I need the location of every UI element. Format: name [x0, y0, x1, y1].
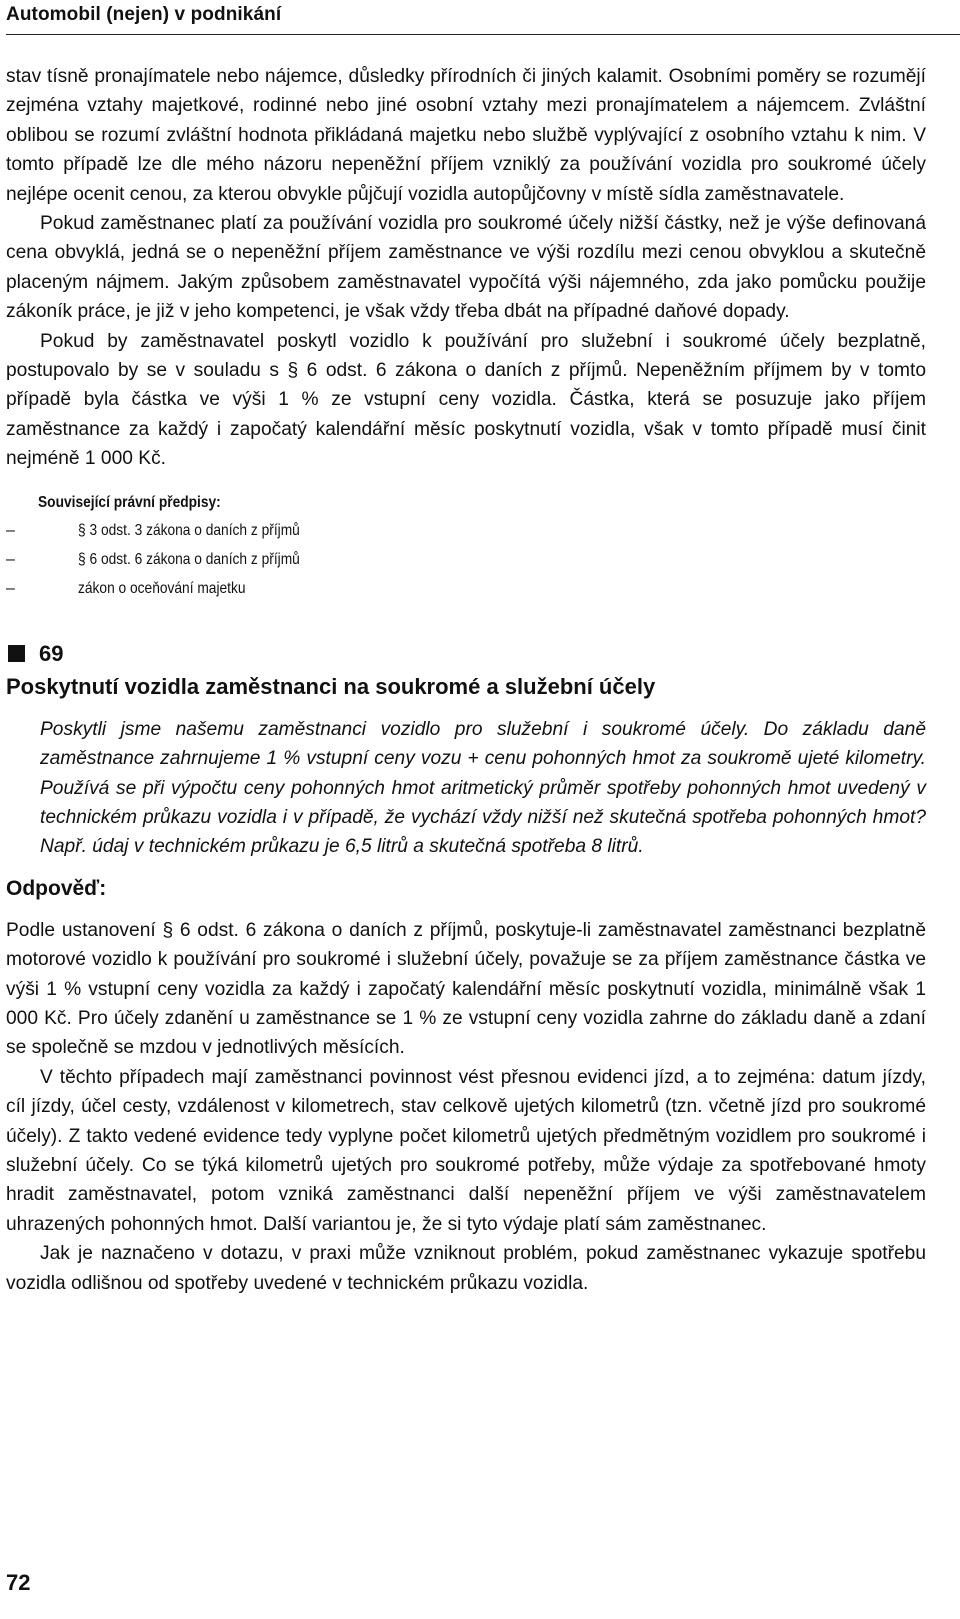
square-bullet-icon [8, 645, 25, 662]
answer-paragraph-1: Podle ustanovení § 6 odst. 6 zákona o daních z příjmů, poskytuje-li zaměstnavatel zaměstnanci bezplatně motorové vozidlo k používání pro soukromé i služební účely, považuje se za příjem zaměstnance částka ve výši 1 % vstupní ceny vozidla za každý i započatý kalendářní měsíc poskytnutí vozidla, minimálně však 1 000 Kč. Pro účely zdanění u zaměstnance se 1 % ze vstupní ceny vozidla zahrne do základu daně a zdaní se společně se mzdou v jednotlivých měsících. [6, 919, 926, 1059]
answer-paragraph-2: V těchto případech mají zaměstnanci povinnost vést přesnou evidenci jízd, a to zejména: datum jízdy, cíl jízdy, účel cesty, vzdálenost v kilometrech, stav celkově ujetých kilometrů (tzn. včetně jízd pro soukromé účely). Z takto vedené evidence tedy vyplyne počet kilometrů ujetých předmětným vozidlem pro soukromé i služební účely. Co se týká kilometrů ujetých pro soukromé potřeby, může výdaje za spotřebované hmoty hradit zaměstnavatel, potom vzniká zaměstnanci další nepeněžní příjem ve výši zaměstnavatelem uhrazených pohonných hmot. Další variantou je, že si tyto výdaje platí sám zaměstnanec. [6, 1066, 926, 1235]
related-regulation-text: zákon o oceňování majetku [78, 579, 246, 597]
related-regulation-item [6, 545, 926, 574]
answer-paragraph-3: Jak je naznačeno v dotazu, v praxi může vzniknout problém, pokud zaměstnanec vykazuje spotřebu vozidla odlišnou od spotřeby uvedené v technickém průkazu vozidla. [6, 1243, 926, 1294]
page-content [6, 62, 926, 1298]
section-number [6, 639, 926, 669]
question-text: Poskytli jsme našemu zaměstnanci vozidlo pro služební i soukromé účely. Do základu daně zaměstnance zahrnujeme 1 % vstupní ceny vozu + cenu pohonných hmot za soukromě ujeté kilometry. Používá se při výpočtu ceny pohonných hmot aritmetický průměr spotřeby pohonných hmot uvedený v technickém průkazu vozidla i v případě, že vychází vždy nižší než skutečná spotřeba pohonných hmot? Např. údaj v technickém průkazu je 6,5 litrů a skutečná spotřeba 8 litrů. [40, 718, 926, 858]
dash-bullet: – [6, 550, 15, 568]
section-number-text: 69 [39, 640, 64, 666]
answer-body [6, 916, 926, 1298]
section-title: Poskytnutí vozidla zaměstnanci na soukromé a služební účely [6, 673, 656, 699]
related-regulations [6, 490, 926, 603]
running-head-title: Automobil (nejen) v podnikání [6, 4, 282, 25]
related-regulation-item [6, 574, 926, 603]
related-regulations-title: Související právní předpisy: [38, 493, 221, 511]
page-number: 72 [6, 1570, 31, 1595]
related-regulation-item [6, 516, 926, 545]
intro-paragraph-3: Pokud by zaměstnavatel poskytl vozidlo k používání pro služební i soukromé účely bezplatně, postupovalo by se v souladu s § 6 odst. 6 zákona o daních z příjmů. Nepeněžním příjmem by v tomto případě byla částka ve výši 1 % ze vstupní ceny vozidla. Částka, která se posuzuje jako příjem zaměstnance za každý i započatý kalendářní měsíc poskytnutí vozidla, však v tomto případě musí činit nejméně 1 000 Kč. [6, 330, 926, 470]
related-regulation-text: § 6 odst. 6 zákona o daních z příjmů [78, 550, 300, 568]
related-regulation-text: § 3 odst. 3 zákona o daních z příjmů [78, 521, 300, 539]
intro-paragraph-1: stav tísně pronajímatele nebo nájemce, důsledky přírodních či jiných kalamit. Osobními poměry se rozumějí zejména vztahy majetkové, rodinné nebo jiné osobní vztahy mezi pronajímatelem a nájemcem. Zvláštní oblibou se rozumí zvláštní hodnota přikládaná majetku nebo službě vyplývající z osobního vztahu k nim. V tomto případě lze dle mého názoru nepeněžní příjem vzniklý za používání vozidla pro soukromé účely nejlépe ocenit cenou, za kterou obvykle půjčují vozidla autopůjčovny v místě sídla zaměstnavatele. [6, 66, 926, 205]
intro-paragraph-2: Pokud zaměstnanec platí za používání vozidla pro soukromé účely nižší částky, než je výše definovaná cena obvyklá, jedná se o nepeněžní příjem zaměstnance ve výši rozdílu mezi cenou obvyklou a skutečně placeným nájmem. Jakým způsobem zaměstnavatel vypočítá výši nájemného, zda jako pomůcku použije zákoník práce, je již v jeho kompetenci, je však vždy třeba dbát na případné daňové dopady. [6, 213, 926, 323]
answer-label: Odpověď: [6, 876, 107, 900]
header-divider [6, 34, 960, 35]
dash-bullet: – [6, 521, 15, 539]
dash-bullet: – [6, 579, 15, 597]
